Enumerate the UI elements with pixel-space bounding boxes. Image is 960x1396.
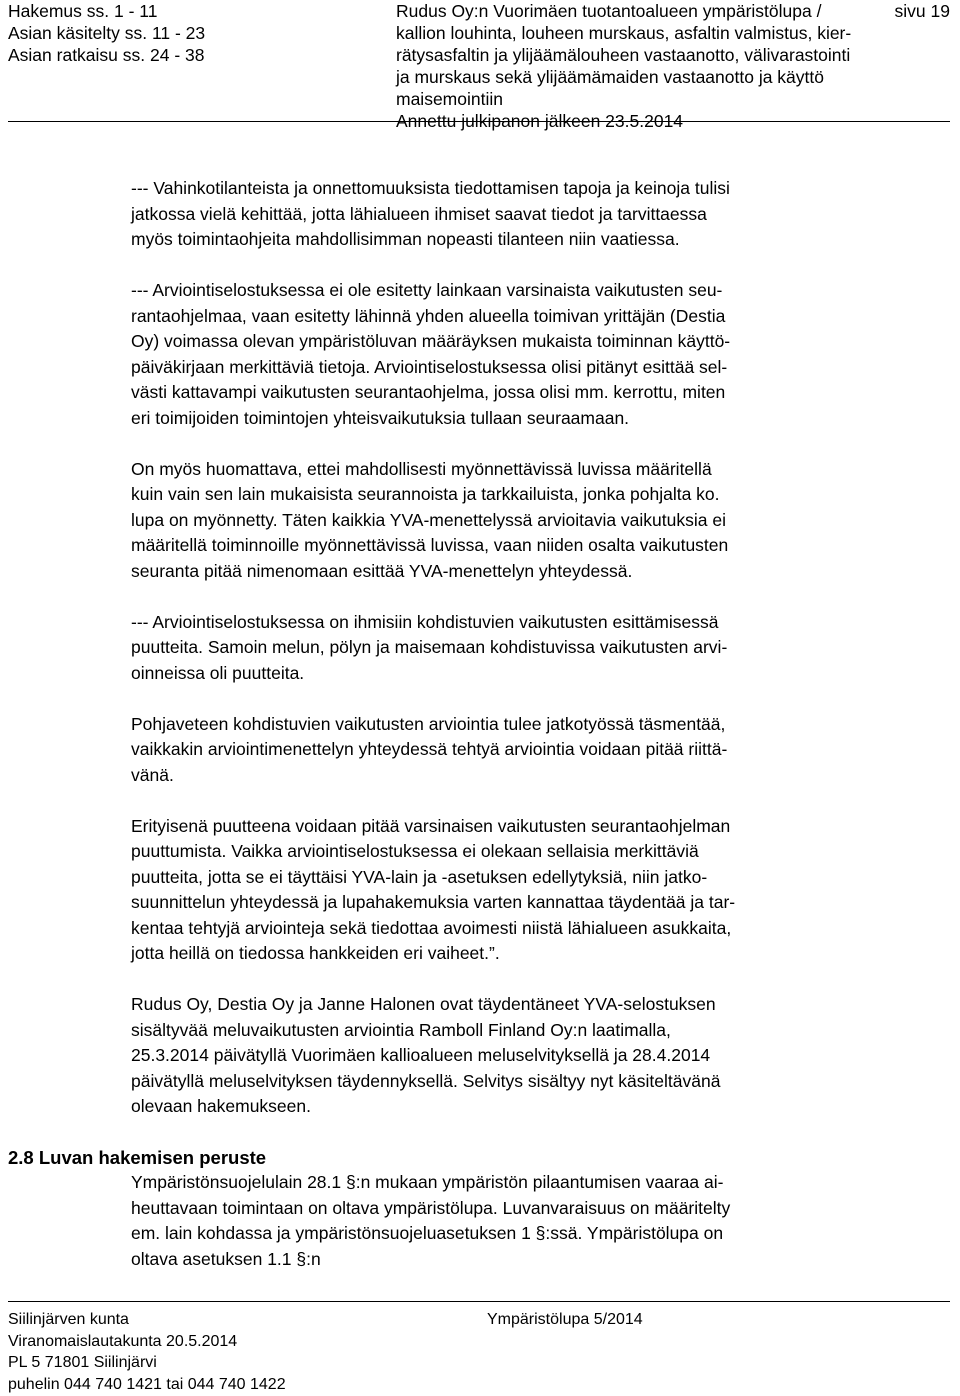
text-line: puutteita. Samoin melun, pölyn ja maisemaan kohdistuvissa vaikutusten arvi- [131, 637, 728, 657]
text-line: lupa on myönnetty. Täten kaikkia YVA-menettelyssä arvioitavia vaikutuksia ei [131, 509, 726, 530]
section-body [131, 1170, 730, 1272]
text-line: vaikkakin arviointimenettelyn yhteydessä tehtyä arviointia voidaan pitää riittä- [131, 739, 728, 759]
footer-divider [8, 1301, 950, 1302]
header-case-info [8, 0, 205, 66]
paragraph [131, 712, 891, 789]
text-line: suunnittelun yhteydessä ja lupahakemuksia varten kannattaa täydentää ja tar- [131, 892, 736, 912]
text-line: seuranta pitää nimenomaan esittää YVA-menettelyn yhteydessä. [131, 560, 633, 581]
text-line: kuin vain sen lain mukaisista seurannoista ja tarkkailuista, jonka pohjalta ko. [131, 484, 720, 504]
text-line: vänä. [131, 764, 174, 785]
text-line: Erityisenä puutteena voidaan pitää varsinaisen vaikutusten seurantaohjelman [131, 815, 731, 836]
text-line: västi kattavampi vaikutusten seurantaohjelma, jossa olisi mm. kerrottu, miten [131, 382, 726, 402]
header-document-title [396, 0, 851, 132]
text-line: 25.3.2014 päivätyllä Vuorimäen kallioalueen meluselvityksellä ja 28.4.2014 [131, 1045, 711, 1065]
header-title-line: Rudus Oy:n Vuorimäen tuotantoalueen ympäristölupa / [396, 1, 822, 21]
paragraph [131, 814, 891, 967]
text-line: puuttumista. Vaikka arviointiselostuksessa ei olekaan sellaisia merkittäviä [131, 841, 699, 861]
text-line: On myös huomattava, ettei mahdollisesti myönnettävissä luvissa määritellä [131, 458, 712, 479]
text-line: oltava asetuksen 1.1 §:n [131, 1248, 321, 1269]
footer-line: PL 5 71801 Siilinjärvi [8, 1354, 157, 1371]
text-line: rantaohjelmaa, vaan esitetty lähinnä yhden alueella toimivan yrittäjän (Destia [131, 305, 726, 326]
section-heading: 2.8 Luvan hakemisen peruste [8, 1147, 267, 1168]
header-left-line: Asian ratkaisu ss. 24 - 38 [8, 45, 205, 65]
text-line: oinneissa oli puutteita. [131, 662, 305, 683]
header-divider [8, 121, 950, 122]
footer-address [8, 1309, 286, 1395]
header-title-line: ja murskaus sekä ylijäämämaiden vastaanotto ja käyttö [396, 67, 824, 87]
text-line: Oy) voimassa olevan ympäristöluvan määräyksen mukaista toiminnan käyttö- [131, 331, 731, 351]
page-number: sivu 19 [894, 1, 950, 21]
footer-line: Viranomaislautakunta 20.5.2014 [8, 1332, 238, 1350]
text-line: eri toimijoiden toimintojen yhteisvaikutuksia tullaan seuraamaan. [131, 407, 630, 428]
text-line: Pohjaveteen kohdistuvien vaikutusten arviointia tulee jatkotyössä täsmentää, [131, 713, 726, 734]
paragraph [131, 457, 891, 585]
text-line: jotta heillä on tiedossa hankkeiden eri vaiheet.”. [131, 943, 500, 963]
header-left-line: Hakemus ss. 1 - 11 [8, 1, 158, 21]
text-line: heuttavaan toimintaan on oltava ympäristölupa. Luvanvaraisuus on määritelty [131, 1197, 731, 1218]
header-title-line: rätysasfaltin ja ylijäämälouheen vastaanotto, välivarastointi [396, 45, 851, 65]
footer-line: puhelin 044 740 1421 tai 044 740 1422 [8, 1375, 286, 1393]
paragraph [131, 992, 891, 1120]
footer-permit-number: Ympäristölupa 5/2014 [487, 1311, 643, 1328]
text-line: Ympäristönsuojelulain 28.1 §:n mukaan ympäristön pilaantumisen vaaraa ai- [131, 1172, 724, 1192]
header-title-line: kallion louhinta, louheen murskaus, asfaltin valmistus, kier- [396, 23, 852, 43]
footer-line: Siilinjärven kunta [8, 1311, 129, 1328]
text-line: jatkossa vielä kehittää, jotta lähialueen ihmiset saavat tiedot ja tarvittaessa [131, 203, 707, 224]
text-line: päiväkirjaan merkittäviä tietoja. Arviointiselostuksessa olisi pitänyt esittää sel- [131, 356, 728, 377]
text-line: --- Arviointiselostuksessa on ihmisiin kohdistuvien vaikutusten esittämisessä [131, 611, 719, 632]
text-line: --- Vahinkotilanteista ja onnettomuuksista tiedottamisen tapoja ja keinoja tulisi [131, 178, 730, 198]
text-line: myös toimintaohjeita mahdollisimman nopeasti tilanteen niin vaatiessa. [131, 229, 680, 249]
text-line: olevaan hakemukseen. [131, 1096, 311, 1116]
text-line: määritellä toiminnoille myönnettävissä luvissa, vaan niiden osalta vaikutusten [131, 535, 729, 555]
header-left-line: Asian käsitelty ss. 11 - 23 [8, 23, 206, 43]
text-line: sisältyvää meluvaikutusten arviointia Ramboll Finland Oy:n laatimalla, [131, 1019, 671, 1040]
text-line: puutteita, jotta se ei täyttäisi YVA-lain ja -asetuksen edellytyksiä, niin jatko- [131, 866, 708, 887]
paragraph [131, 610, 891, 687]
body-text [131, 176, 891, 1145]
text-line: päivätyllä meluselvityksen täydennyksellä. Selvitys sisältyy nyt käsiteltävänä [131, 1070, 721, 1091]
text-line: --- Arviointiselostuksessa ei ole esitetty lainkaan varsinaista vaikutusten seu- [131, 280, 723, 300]
paragraph [131, 176, 891, 253]
text-line: Rudus Oy, Destia Oy ja Janne Halonen ovat täydentäneet YVA-selostuksen [131, 994, 716, 1014]
text-line: em. lain kohdassa ja ympäristönsuojeluasetuksen 1 §:ssä. Ympäristölupa on [131, 1223, 724, 1243]
header-title-line: Annettu julkipanon jälkeen 23.5.2014 [396, 111, 684, 131]
paragraph [131, 278, 891, 431]
text-line: kentaa tehtyjä arviointeja sekä tiedottaa avoimesti niistä lähialueen asukkaita, [131, 917, 732, 938]
header-title-line: maisemointiin [396, 89, 503, 109]
